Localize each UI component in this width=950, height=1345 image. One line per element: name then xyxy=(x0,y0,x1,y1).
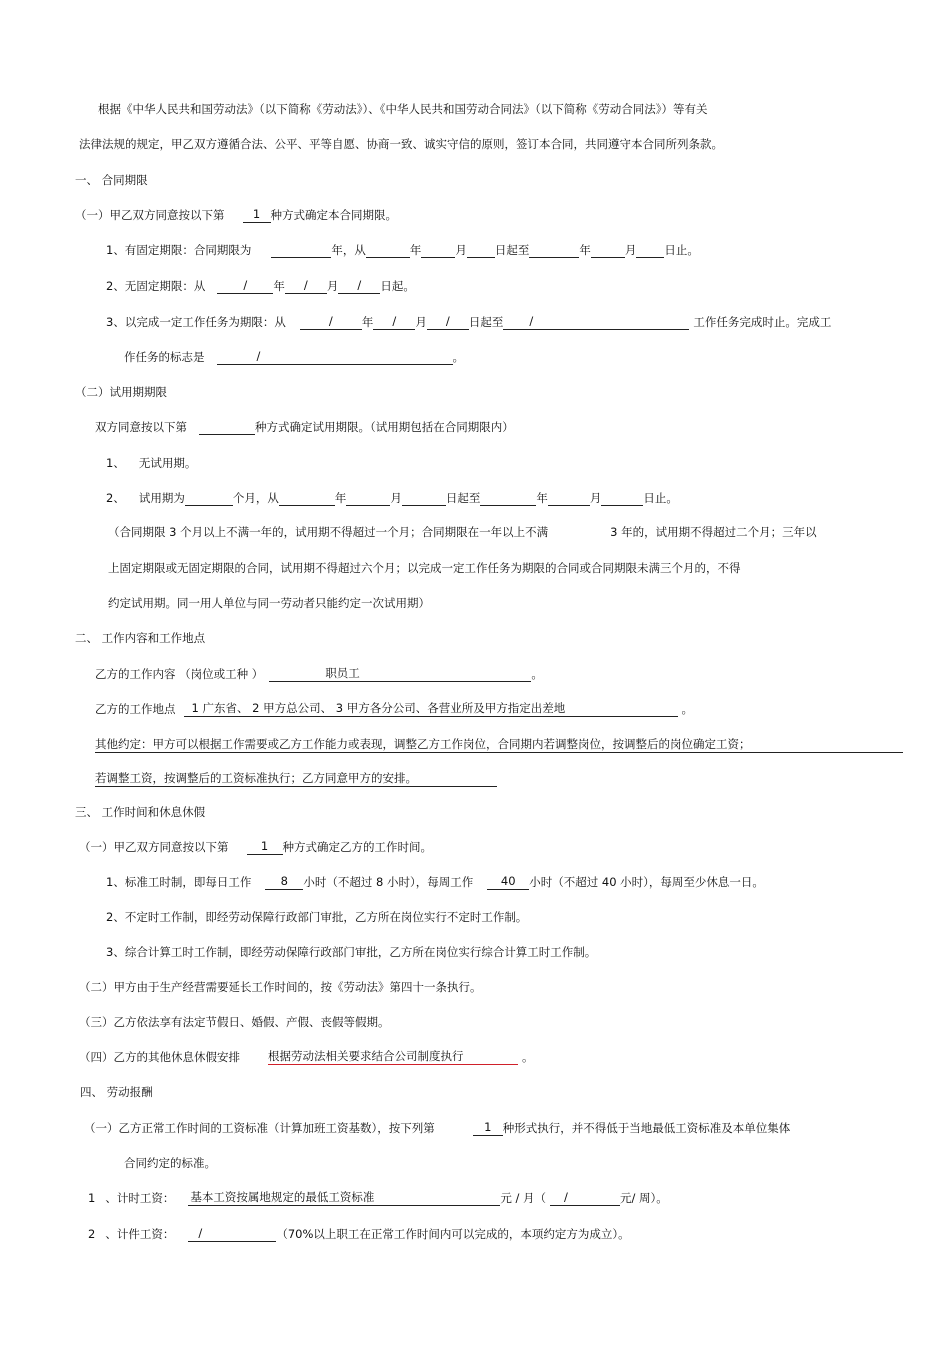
other-leave-field[interactable]: 根据劳动法相关要求结合公司制度执行 xyxy=(268,1049,518,1065)
task-from-day-field[interactable]: / xyxy=(427,314,469,330)
probation-choice-line: 双方同意按以下第 种方式确定试用期限。（试用期包括在合同期限内） xyxy=(95,420,514,434)
probation-choice-field[interactable] xyxy=(199,434,255,435)
wage-standard-line2: 合同约定的标准。 xyxy=(124,1156,216,1170)
probation-months-field[interactable] xyxy=(185,505,233,506)
fixed-to-year-field[interactable] xyxy=(529,257,579,258)
section-3-title: 三、 工作时间和休息休假 xyxy=(75,805,206,819)
job-content-field[interactable]: 职员工 xyxy=(269,666,531,682)
time-wage-field[interactable]: 基本工资按属地规定的最低工资标准 xyxy=(188,1190,500,1206)
work-time-choice-field[interactable]: 1 xyxy=(247,839,283,855)
fixed-term-line: 1、有固定期限：合同期限为 年，从 年 月 日起至 年 月 日止。 xyxy=(106,243,699,257)
task-completion-mark-line: 作任务的标志是 / 。 xyxy=(124,349,464,364)
task-from-month-field[interactable]: / xyxy=(373,314,415,330)
probation-to-month-field[interactable] xyxy=(548,505,590,506)
task-term-line: 3、以完成一定工作任务为期限：从 / 年 / 月 / 日起至 / 工作任务完成时止。完成工 xyxy=(106,314,832,329)
probation-title: （二）试用期期限 xyxy=(75,385,167,399)
fixed-from-year-field[interactable] xyxy=(366,257,410,258)
section-2-title: 二、 工作内容和工作地点 xyxy=(75,631,206,645)
probation-to-year-field[interactable] xyxy=(480,505,536,506)
job-location-field[interactable]: 1 广东省、 2 甲方总公司、 3 甲方各分公司、各营业所及甲方指定出差地 xyxy=(184,701,678,717)
fixed-to-month-field[interactable] xyxy=(591,257,625,258)
comprehensive-hours-line: 3、综合计算工时工作制，即经劳动保障行政部门审批，乙方所在岗位实行综合计算工时工作制。 xyxy=(106,945,597,959)
fixed-from-month-field[interactable] xyxy=(421,257,455,258)
overtime-clause: （二）甲方由于生产经营需要延长工作时间的，按《劳动法》第四十一条执行。 xyxy=(79,980,482,994)
section-4-title: 四、 劳动报酬 xyxy=(80,1085,153,1099)
open-from-day-field[interactable]: / xyxy=(338,278,380,294)
open-term-line: 2、无固定期限：从 / 年 / 月 / 日起。 xyxy=(106,278,415,293)
task-to-field[interactable]: / xyxy=(503,314,689,330)
weekly-hours-field[interactable]: 40 xyxy=(487,874,529,890)
standard-hours-line: 1、标准工时制，即每日工作 8 小时（不超过 8 小时），每周工作 40 小时（不超过 40 小时），每周至少休息一日。 xyxy=(106,874,764,889)
open-from-year-field[interactable]: / xyxy=(217,278,273,294)
weekly-wage-field[interactable]: / xyxy=(550,1190,620,1206)
probation-from-month-field[interactable] xyxy=(346,505,390,506)
other-leave-line: （四）乙方的其他休息休假安排 根据劳动法相关要求结合公司制度执行 。 xyxy=(79,1049,534,1064)
fixed-to-day-field[interactable] xyxy=(636,257,664,258)
probation-to-day-field[interactable] xyxy=(601,505,643,506)
task-from-year-field[interactable]: / xyxy=(300,314,362,330)
job-content-line: 乙方的工作内容 （岗位或工种 ） 职员工 。 xyxy=(95,666,543,681)
job-location-line: 乙方的工作地点 1 广东省、 2 甲方总公司、 3 甲方各分公司、各营业所及甲方指定出差地 。 xyxy=(95,701,693,716)
contract-type-choice[interactable]: 1 xyxy=(243,207,271,223)
section-1-title: 一、 合同期限 xyxy=(75,173,148,187)
probation-from-year-field[interactable] xyxy=(279,505,335,506)
daily-hours-field[interactable]: 8 xyxy=(265,874,303,890)
intro-paragraph-line1: 根据《中华人民共和国劳动法》（以下简称《劳动法》）、《中华人民共和国劳动合同法》（以下简称《劳动合同法》）等有关 xyxy=(98,102,708,116)
probation-option-1: 1、 无试用期。 xyxy=(106,456,197,470)
open-from-month-field[interactable]: / xyxy=(285,278,327,294)
flexible-hours-line: 2、不定时工作制，即经劳动保障行政部门审批，乙方所在岗位实行不定时工作制。 xyxy=(106,910,528,924)
fixed-from-day-field[interactable] xyxy=(467,257,495,258)
piece-wage-line: 2 、计件工资： / （70%以上职工在正常工作时间内可以完成的，本项约定方为成立）。 xyxy=(88,1226,630,1241)
other-agreement-line1[interactable]: 其他约定：甲方可以根据工作需要或乙方工作能力或表现，调整乙方工作岗位，合同期内若调整岗位，按调整后的岗位确定工资； xyxy=(95,736,903,753)
probation-note-line1: （合同期限 3 个月以上不满一年的，试用期不得超过一个月；合同期限在一年以上不满 3 年的，试用期不得超过二个月；三年以 xyxy=(108,525,817,539)
fixed-term-years-field[interactable] xyxy=(271,257,331,258)
probation-note-line2: 上固定期限或无固定期限的合同，试用期不得超过六个月；以完成一定工作任务为期限的合同或合同期限未满三个月的，不得 xyxy=(108,561,741,575)
work-time-choice-line: （一）甲乙双方同意按以下第 1 种方式确定乙方的工作时间。 xyxy=(79,839,432,854)
task-completion-mark-field[interactable]: / xyxy=(217,349,453,365)
probation-note-line3: 约定试用期。同一用人单位与同一劳动者只能约定一次试用期） xyxy=(108,596,430,610)
clause-1-1: （一）甲乙双方同意按以下第 1 种方式确定本合同期限。 xyxy=(75,207,397,222)
intro-paragraph-line2: 法律法规的规定，甲乙双方遵循合法、公平、平等自愿、协商一致、诚实守信的原则，签订本合同，共同遵守本合同所列条款。 xyxy=(79,137,723,151)
wage-standard-line: （一）乙方正常工作时间的工资标准（计算加班工资基数），按下列第 1 种形式执行，并不得低于当地最低工资标准及本单位集体 xyxy=(84,1120,791,1135)
time-wage-line: 1 、计时工资： 基本工资按属地规定的最低工资标准 元 / 月（ / 元/ 周）。 xyxy=(88,1190,668,1205)
probation-from-day-field[interactable] xyxy=(402,505,446,506)
piece-wage-field[interactable]: / xyxy=(188,1226,276,1242)
other-agreement-line2[interactable]: 若调整工资，按调整后的工资标准执行；乙方同意甲方的安排。 xyxy=(95,770,497,787)
wage-form-choice-field[interactable]: 1 xyxy=(473,1120,503,1136)
probation-option-2: 2、 试用期为 个月，从 年 月 日起至 年 月 日止。 xyxy=(106,491,678,505)
holiday-clause: （三）乙方依法享有法定节假日、婚假、产假、丧假等假期。 xyxy=(79,1015,390,1029)
